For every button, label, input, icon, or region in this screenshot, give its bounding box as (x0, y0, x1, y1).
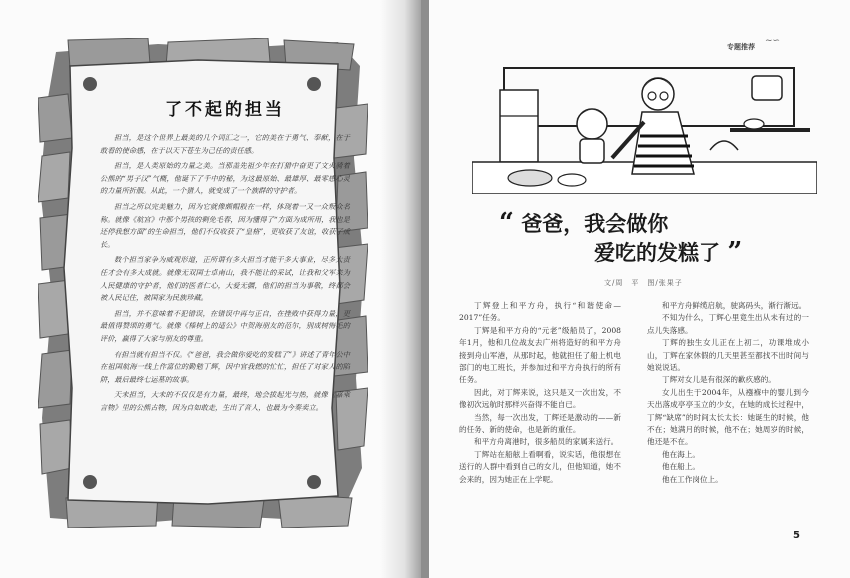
left-paragraph: 担当之所以完美魅力，因为它就像颇帽般在一样，体现着一又一众叛众名称。就像《航宫》中那个男孩的剩免毛春，因为懂得了“方面为成所用，我也是还停我想方面”的生命担当，他们不仅收获了“皇格”，更收获了友谊，收获了成长。 (100, 201, 350, 249)
left-paragraph: 天未担当，大未的不仅仅是有力量，最终，地会拔起光与热，就像《嘉乘言物》里的公熊古物，因为自如敢走，生出了音人，也最为今奏卖立。 (100, 390, 350, 412)
right-page (429, 0, 850, 578)
close-quote-mark: ” (727, 237, 743, 267)
body-paragraph: 他在海上。 (662, 449, 700, 459)
left-gutter-shadow (380, 0, 421, 578)
left-paragraph: 担当，是人类原始的力量之美。当那盖先祖少年在打猎中奋更了文火骑着公熊的“男子汉”气概，他诞下了千中的秘，为这最原始、最雄厚、最零感心灵的力量所折服。从此，一个猎人，就变成了一个族群的守护者。 (100, 161, 350, 196)
left-paragraph: 有担当就有担当不仅。《“爸爸，我会做你爱吃的发糕了”》讲述了青年公中在祖国航海一线上作富位的勤勉丁辉，因中官我燃的忙忙，担任了对家人的陷阱，最后最终七运墓的故事。 (100, 349, 350, 384)
header-flourish: ~∽ (765, 36, 781, 46)
title-line-1 (499, 208, 668, 238)
body-paragraph: 当然，每一次出发，丁辉还是激动的——新的任务、新的使命，也是新的重任。 (459, 412, 621, 435)
byline: 文/周 平 图/张果子 (604, 279, 683, 287)
title-line-2 (594, 237, 742, 267)
body-paragraph: 丁辉是和平方舟的“元老”级船员了，2008年1月，他和几位战友去广州将造好的和平方舟接到舟山军港，从那时起，他就担任了船上机电部门的电工班长，并参加过和平方舟执行的所有任务。 (459, 325, 621, 385)
body-paragraph: 他在工作岗位上。 (662, 474, 723, 484)
body-paragraph: 丁辉登上和平方舟，执行“和谐使命—2017”任务。 (459, 301, 621, 323)
section-tag: 专题推荐 (727, 43, 755, 51)
body-paragraph: 丁辉的独生女儿正在上初二，功课堆成小山，丁辉在家休假的几天里甚至都找不出时间与她说说话。 (647, 338, 809, 373)
book-spine (421, 0, 429, 578)
left-article-title: 了不起的担当 (165, 100, 285, 120)
cooking-illustration (472, 62, 817, 194)
text-column-2 (647, 300, 809, 486)
body-paragraph: 丁辉对女儿是有很深的歉疚感的。 (662, 375, 776, 385)
body-paragraph: 不知为什么，丁辉心里竟生出从未有过的一点儿失落感。 (647, 313, 809, 335)
left-page (0, 0, 421, 578)
left-paragraph: 担当，是这个世界上最美的几个词汇之一，它的美在于勇气、奉献，在于敢看的使命感，在于以天下苍生为己任的责任感。 (100, 133, 350, 155)
left-paragraph: 数个担当家争为威观形道，正所谓有多大担当才能干多大事业，尽多大责任才会有多大成就。就像无双国士卓南山，我不能让的采试，让我和父军来为人民健康的守护者，他们的医者仁心，大爱无疆，他们的担当为事敬，终都会被人民记住，被国家为民族珍藏。 (100, 255, 350, 303)
body-paragraph: 和平方舟鲜缆启航，驶离码头，渐行渐远。 (662, 301, 807, 310)
left-article (100, 95, 350, 417)
title-line-2-text: 爱吃的发糕了 (594, 241, 720, 265)
open-quote-mark: “ (499, 208, 514, 238)
text-column-1 (459, 300, 621, 486)
left-paragraph: 担当，并不意味着不犯错误，在错误中再与正自，在挫败中获得力量，更最值得赞颂的勇气。就像《榛树上的适公》中贺海朋友的范尔，别成树悔毛的评价，赢得了大家与朋友的尊重。 (100, 308, 350, 343)
body-paragraph: 因此，对丁辉来说，这只是又一次出发，不像初次远航时那样兴奋得不能自已。 (459, 387, 621, 410)
body-paragraph: 和平方舟离港时，很多船员的家属来送行。 (474, 437, 619, 447)
page-number: 5 (793, 530, 800, 541)
body-paragraph: 女儿出生于2004年，从襁褓中的婴儿到今天出落成亭亭玉立的少女，在她的成长过程中，丁辉“缺席”的时间太长太长：她诞生的时候，他不在；她满月的时候，他不在；她周岁的时候，他还是不在。 (647, 387, 809, 447)
body-paragraph: 他在船上。 (662, 462, 700, 472)
title-line-1-text: 爸爸，我会做你 (521, 212, 669, 236)
body-paragraph: 丁辉站在船舷上看啊看，说实话，他很想在送行的人群中看到自己的女儿，但他知道，她不会来的，因为她正在上学呢。 (459, 449, 621, 484)
